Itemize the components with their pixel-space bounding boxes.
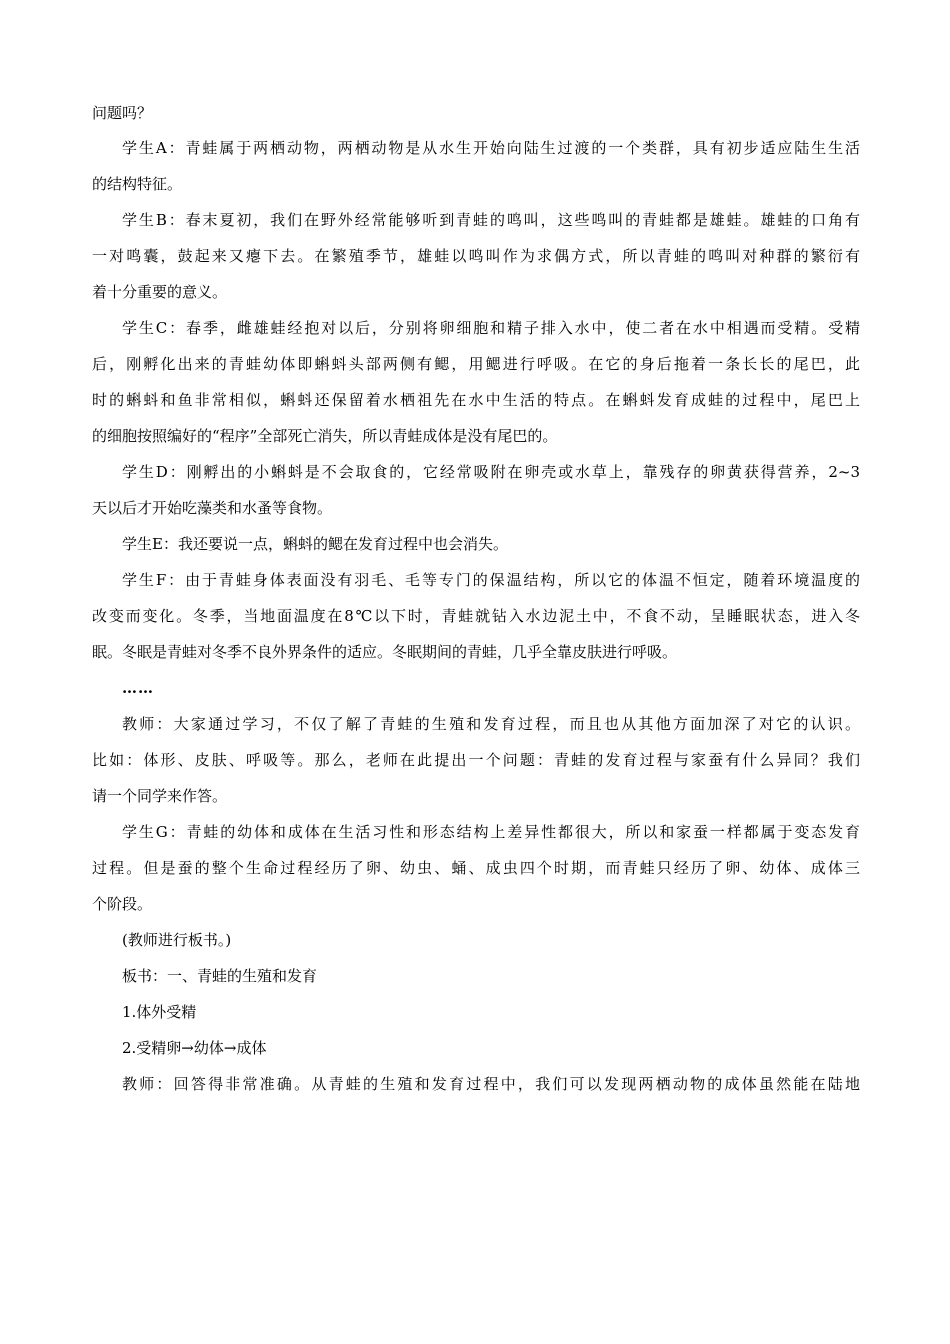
text-line: 学生F：由于青蛙身体表面没有羽毛、毛等专门的保温结构，所以它的体温不恒定，随着环境温度的: [122, 571, 860, 589]
text-line: ……: [122, 679, 154, 697]
text-line: 问题吗？: [92, 104, 153, 122]
text-line: 眠。冬眠是青蛙对冬季不良外界条件的适应。冬眠期间的青蛙，几乎全靠皮肤进行呼吸。: [92, 643, 678, 661]
text-line: 着十分重要的意义。: [92, 283, 228, 301]
text-line: 个阶段。: [92, 895, 153, 913]
paragraph-board-heading: [92, 958, 860, 994]
paragraph-student-c: [92, 310, 860, 454]
paragraph-student-b: [92, 202, 860, 310]
paragraph-teacher-answer: [92, 1066, 860, 1102]
paragraph-student-d: [92, 454, 860, 526]
text-line: 过程。但是蚕的整个生命过程经历了卵、幼虫、蛹、成虫四个时期，而青蛙只经历了卵、幼体、成体三: [92, 859, 860, 877]
text-line: 学生A：青蛙属于两栖动物，两栖动物是从水生开始向陆生过渡的一个类群，具有初步适应陆生生活: [122, 139, 860, 157]
text-line: 天以后才开始吃藻类和水蚤等食物。: [92, 499, 333, 517]
text-line: 请一个同学来作答。: [92, 787, 228, 805]
text-line: (教师进行板书。): [122, 931, 232, 949]
paragraph-student-g: [92, 814, 860, 922]
text-line: 时的蝌蚪和鱼非常相似，蝌蚪还保留着水栖祖先在水中生活的特点。在蝌蚪发育成蛙的过程中，尾巴上: [92, 391, 860, 409]
paragraph-board-note: [92, 922, 860, 958]
board-item-1: [92, 994, 860, 1030]
text-line: 的细胞按照编好的“程序”全部死亡消失，所以青蛙成体是没有尾巴的。: [92, 427, 558, 445]
paragraph-student-f: [92, 562, 860, 670]
text-line: 改变而变化。冬季，当地面温度在8℃以下时，青蛙就钻入水边泥土中，不食不动，呈睡眠状态，进入冬: [92, 607, 860, 625]
text-line: 教师：回答得非常准确。从青蛙的生殖和发育过程中，我们可以发现两栖动物的成体虽然能在陆地: [122, 1075, 860, 1093]
text-line: 学生B：春末夏初，我们在野外经常能够听到青蛙的鸣叫，这些鸣叫的青蛙都是雄蛙。雄蛙的口角有: [122, 211, 860, 229]
paragraph: [92, 96, 860, 130]
text-line: 一对鸣囊，鼓起来又瘪下去。在繁殖季节，雄蛙以鸣叫作为求偶方式，所以青蛙的鸣叫对种群的繁衍有: [92, 247, 860, 265]
paragraph-student-e: [92, 526, 860, 562]
text-line: 1.体外受精: [122, 1003, 197, 1021]
text-line: 教师：大家通过学习，不仅了解了青蛙的生殖和发育过程，而且也从其他方面加深了对它的认识。: [122, 715, 860, 733]
board-item-2: [92, 1030, 860, 1066]
text-line: 的结构特征。: [92, 175, 183, 193]
paragraph-ellipsis: [92, 670, 860, 706]
text-line: 板书：一、青蛙的生殖和发育: [122, 967, 318, 985]
text-line: 学生G：青蛙的幼体和成体在生活习性和形态结构上差异性都很大，所以和家蚕一样都属于变态发育: [122, 823, 860, 841]
text-line: 学生D：刚孵出的小蝌蚪是不会取食的，它经常吸附在卵壳或水草上，靠残存的卵黄获得营养，2~3: [122, 463, 860, 481]
paragraph-teacher-question: [92, 706, 860, 814]
text-line: 学生E：我还要说一点，蝌蚪的鳃在发育过程中也会消失。: [122, 535, 508, 553]
text-line: 后，刚孵化出来的青蛙幼体即蝌蚪头部两侧有鳃，用鳃进行呼吸。在它的身后拖着一条长长的尾巴，此: [92, 355, 860, 373]
document-body: [92, 96, 860, 1102]
text-line: 比如：体形、皮肤、呼吸等。那么，老师在此提出一个问题：青蛙的发育过程与家蚕有什么异同？我们: [92, 751, 860, 769]
text-line: 学生C：春季，雌雄蛙经抱对以后，分别将卵细胞和精子排入水中，使二者在水中相遇而受精。受精: [122, 319, 860, 337]
paragraph-student-a: [92, 130, 860, 202]
text-line: 2.受精卵→幼体→成体: [122, 1039, 267, 1057]
